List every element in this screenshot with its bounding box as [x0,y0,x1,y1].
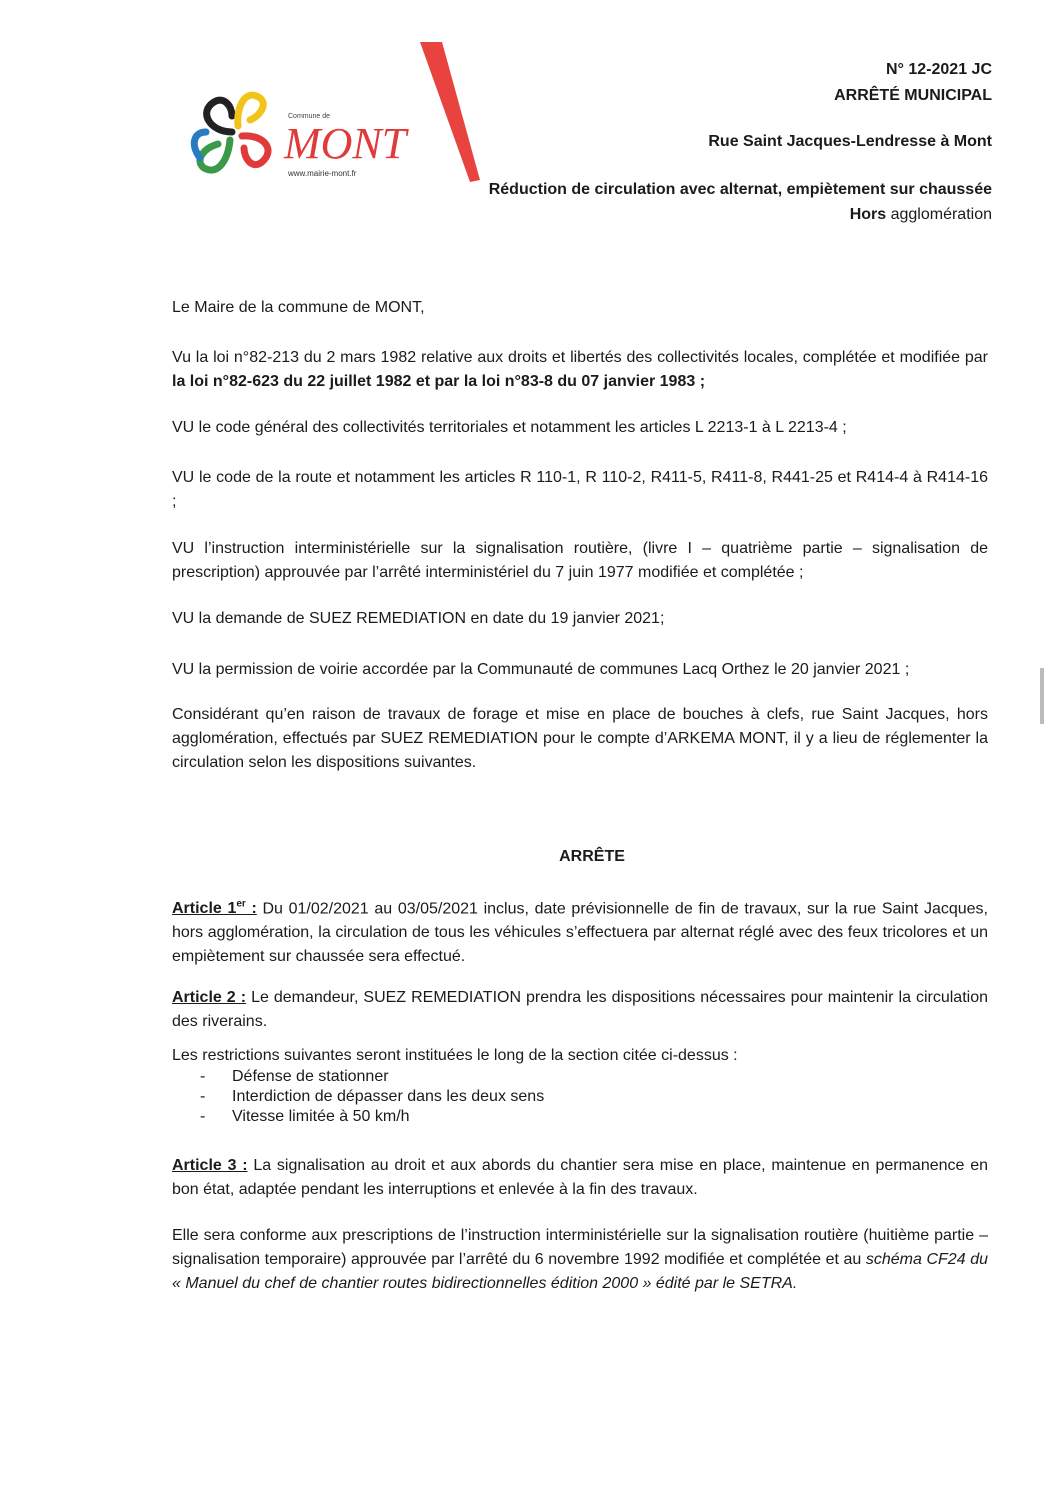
article-3 [172,1154,988,1202]
restriction-3-text: Vitesse limitée à 50 km/h [232,1108,410,1125]
swoosh-shape [420,42,480,182]
vu-paragraph-6: VU la permission de voirie accordée par la Communauté de communes Lacq Orthez le 20 janvier 2021 ; [172,661,910,678]
logo-commune-text: Commune de [288,113,331,120]
restriction-item-3: - Vitesse limitée à 50 km/h [200,1108,410,1125]
zone-bold: Hors [849,206,887,223]
conformity-italic: schéma CF24 du « Manuel du chef de chantier routes bidirectionnelles édition 2000 » édité par le SETRA. [172,1251,988,1292]
restriction-item-1: - Défense de stationner [200,1068,389,1085]
leaf-black [207,100,232,132]
article-3-text: La signalisation au droit et aux abords du chantier sera mise en place, maintenue en permanence en bon état, adaptée pendant les interruptions et enlevée à la fin des travaux. [172,1157,988,1198]
article-1-colon: : [245,900,257,918]
restriction-item-2: - Interdiction de dépasser dans les deux sens [200,1088,545,1105]
restrictions-intro: Les restrictions suivantes seront instituées le long de la section citée ci-dessus : [172,1047,738,1064]
article-3-label: Article 3 : [172,1157,248,1174]
mont-logo [180,40,580,200]
logo-url: www.mairie-mont.fr [288,169,357,178]
restriction-2-text: Interdiction de dépasser dans les deux sens [232,1088,545,1105]
article-1-label-text: Article 1 [172,900,237,918]
arrete-type: ARRÊTÉ MUNICIPAL [834,87,992,104]
article-1-text: Du 01/02/2021 au 03/05/2021 inclus, date prévisionnelle de fin de travaux, sur la rue Saint Jacques, hors agglomération, la circulation de tous les véhicules s’effectuera par alternat réglé avec des feux tricolores et un empiètement sur chaussée sera effectué. [172,900,989,966]
conformity-text: Elle sera conforme aux prescriptions de l’instruction interministérielle sur la signalisation routière (huitième partie – signalisation temporaire) approuvée par l’arrêté du 6 novembre 1992 modifiée et complétée et au [172,1227,988,1268]
article-2-label: Article 2 : [172,989,247,1006]
subject-title: Réduction de circulation avec alternat, empiètement sur chaussée [488,181,992,198]
leaf-yellow [238,95,264,126]
article-1-label [172,900,257,917]
intro-text: Le Maire de la commune de MONT, [172,299,425,316]
article-1-sup: er [236,899,246,910]
article-2-text: Le demandeur, SUEZ REMEDIATION prendra les dispositions nécessaires pour maintenir la circulation des riverains. [172,989,989,1030]
scan-edge-mark [1040,668,1044,724]
vu-paragraph-4: VU l’instruction interministérielle sur la signalisation routière, (livre I – quatrième partie – signalisation de prescription) approuvée par l’arrêté interministériel du 7 juin 1977 modifiée et complétée ; [172,540,988,581]
zone-rest: agglomération [886,206,992,223]
restriction-1-text: Défense de stationner [232,1068,389,1085]
article-2 [172,986,988,1034]
considering-paragraph: Considérant qu’en raison de travaux de forage et mise en place de bouches à clefs, rue Saint Jacques, hors agglomération, effectués par SUEZ REMEDIATION pour le compte d’ARKEMA MONT, il y a lieu de réglementer la circulation selon les dispositions suivantes. [172,706,988,771]
arrete-number: N° 12-2021 JC [885,61,992,78]
leaf-red [242,136,268,165]
article-1 [172,893,988,969]
logo-name: MONT [284,119,407,168]
zone-title [850,205,992,225]
arrete-heading: ARRÊTE [559,848,625,865]
vu-paragraph-5: VU la demande de SUEZ REMEDIATION en date du 19 janvier 2021; [172,610,665,627]
leaf-green [200,140,230,170]
street-title: Rue Saint Jacques-Lendresse à Mont [708,133,992,150]
vu-1-bold: la loi n°82-623 du 22 juillet 1982 et par la loi n°83-8 du 07 janvier 1983 ; [172,373,706,390]
conformity-paragraph [172,1224,988,1296]
vu-paragraph-1 [172,346,988,394]
vu-paragraph-2: VU le code général des collectivités territoriales et notamment les articles L 2213-1 à L 2213-4 ; [172,419,847,436]
vu-paragraph-3: VU le code de la route et notamment les articles R 110-1, R 110-2, R411-5, R411-8, R441-25 et R414-4 à R414-16 ; [172,469,988,510]
vu-1-text: Vu la loi n°82-213 du 2 mars 1982 relative aux droits et libertés des collectivités locales, complétée et modifiée par [172,349,988,366]
